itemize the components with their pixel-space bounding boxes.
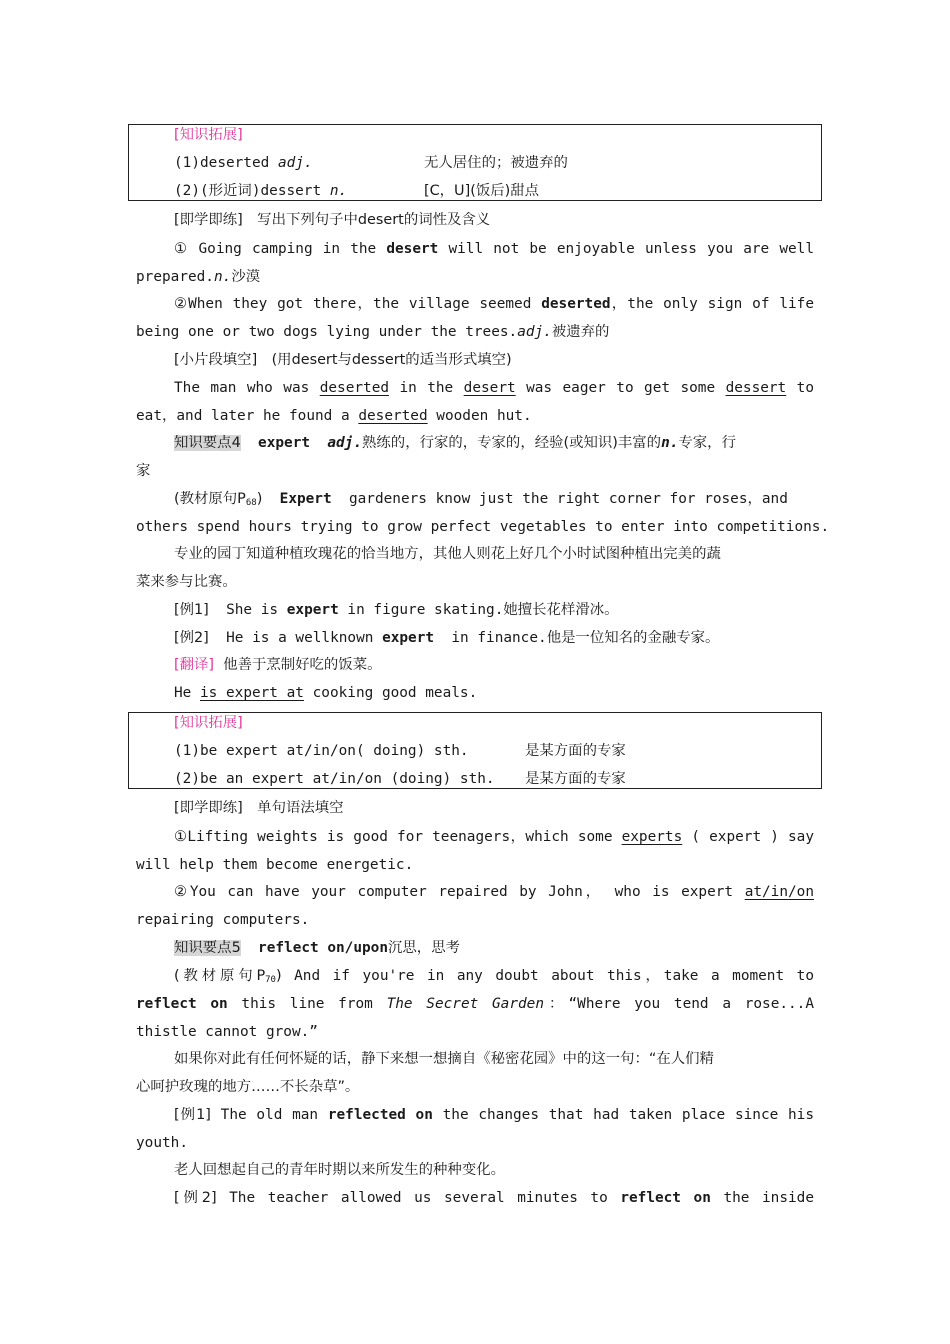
fill1-line2: eat，and later he found a deserted wooden hut. [136,408,532,424]
point5-tag: 知识要点5 [174,940,241,956]
box1-row1-term: (1)deserted adj. [174,155,313,171]
fill1-line1: The man who was deserted in the desert was eager to get some dessert to [174,380,814,396]
box1-row2-term: (2)(形近词)dessert n. [174,183,348,199]
point4-source-line2: others spend hours trying to grow perfect vegetables to enter into competitions. [136,519,830,535]
point4-example1: [例1] She is expert in figure skating.她擅长花样滑冰。 [174,602,619,618]
point4-translate-prompt: [翻译] 他善于烹制好吃的饭菜。 [174,657,382,673]
point5-example1-line2: youth. [136,1135,188,1151]
practice2-sentence2-line2: repairing computers. [136,912,310,928]
point5-source-line1: (教材原句$P_{70}$) And if you're in any doubt about this，take a moment to [174,968,814,985]
point5-example2-line1: [例2] The teacher allowed us several minutes to reflect on the inside [174,1190,814,1206]
point5-example1-line1: [例1] The old man reflected on the changes that had taken place since his [174,1107,814,1123]
box2-row1-term: (1)be expert at/in/on( doing) sth. [174,743,469,759]
point4-header-cont: 家 [136,463,151,479]
point4-example2: [例2] He is a wellknown expert in finance.他是一位知名的金融专家。 [174,630,720,646]
practice2-sentence2-line1: ②You can have your computer repaired by John， who is expert at/in/on [174,884,814,900]
practice1-heading: [即学即练] 写出下列句子中desert的词性及含义 [174,212,491,228]
point4-translation-line2: 菜来参与比赛。 [136,574,237,590]
point4-translate-answer: He is expert at cooking good meals. [174,685,478,701]
point4-source-line1: (教材原句$P_{68}$) Expert gardeners know just the right corner for roses，and [174,491,788,508]
box1-title: [知识拓展] [174,127,243,143]
point5-source-line2: reflect on this line from The Secret Garden：“Where you tend a rose...A [136,996,815,1012]
point5-translation-line1: 如果你对此有任何怀疑的话，静下来想一想摘自《秘密花园》中的这一句：“在人们精 [174,1051,714,1067]
point5-header: 知识要点5 reflect on/upon沉思，思考 [174,940,460,956]
point5-source-line3: thistle cannot grow.” [136,1024,318,1040]
point4-header: 知识要点4 expert adj.熟练的，行家的，专家的，经验(或知识)丰富的n.专家，行 [174,435,736,451]
point5-example1-translation: 老人回想起自己的青年时期以来所发生的种种变化。 [174,1162,505,1178]
practice2-sentence1-line1: ①Lifting weights is good for teenagers，which some experts ( expert ) say [174,829,814,845]
point5-translation-line2: 心呵护玫瑰的地方……不长杂草”。 [136,1079,360,1095]
box1-row1-meaning: 无人居住的；被遗弃的 [424,155,568,171]
box2-row1-meaning: 是某方面的专家 [525,743,626,759]
box2-title: [知识拓展] [174,715,243,731]
practice2-heading: [即学即练] 单句语法填空 [174,800,344,816]
practice2-sentence1-line2: will help them become energetic. [136,857,414,873]
practice1-sentence2-line2: being one or two dogs lying under the trees.adj.被遗弃的 [136,324,610,340]
box2-row2-term: (2)be an expert at/in/on (doing) sth. [174,771,495,787]
point4-translation-line1: 专业的园丁知道种植玫瑰花的恰当地方，其他人则花上好几个小时试图种植出完美的蔬 [174,546,721,562]
practice1-sentence1-line2: prepared.n.沙漠 [136,269,261,285]
fill1-heading: [小片段填空] (用desert与dessert的适当形式填空) [174,352,512,368]
box1-row2-meaning: [C，U](饭后)甜点 [424,183,539,199]
box2-row2-meaning: 是某方面的专家 [525,771,626,787]
practice1-sentence1-line1: ① Going camping in the desert will not be enjoyable unless you are well [174,241,814,257]
point4-tag: 知识要点4 [174,435,241,451]
practice1-sentence2-line1: ②When they got there，the village seemed deserted，the only sign of life [174,296,814,312]
